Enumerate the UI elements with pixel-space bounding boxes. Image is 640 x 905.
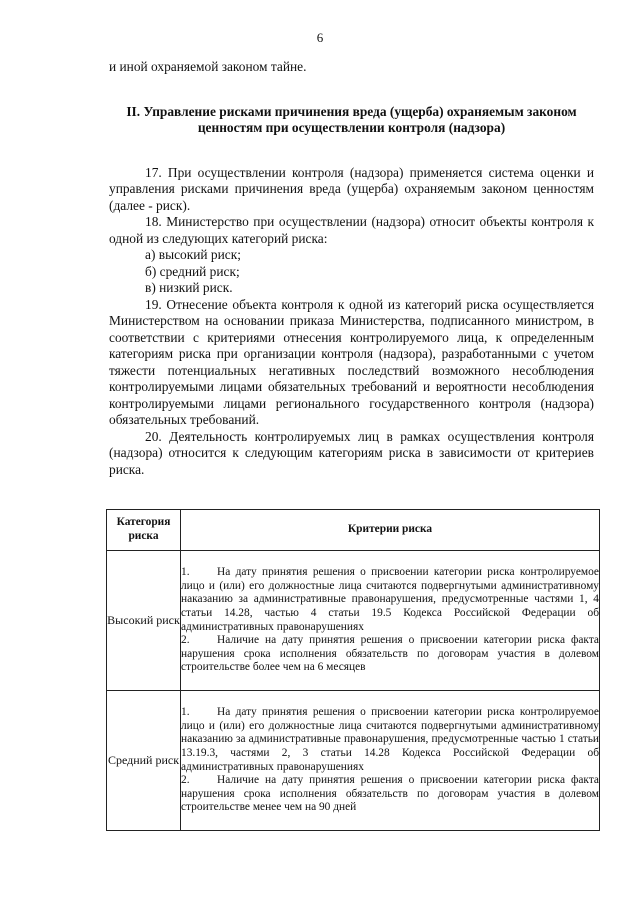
criterion-text: Наличие на дату принятия решения о присвоении категории риска факта нарушения срока исполнения обязательств по договорам участия в долевом строительстве менее чем на 90 дней <box>181 774 599 814</box>
criterion-item <box>181 774 599 815</box>
criteria-cell-medium <box>181 691 600 831</box>
table-header-row <box>107 510 600 551</box>
paragraph-18: 18. Министерство при осуществлении (надзора) относит объекты контроля к одной из следующих категорий риска: <box>109 214 594 246</box>
criterion-number: 1. <box>181 566 190 579</box>
criterion-item <box>181 566 599 634</box>
document-body <box>109 59 594 478</box>
risk-category-item: в) низкий риск. <box>145 280 233 295</box>
paragraph-19: 19. Отнесение объекта контроля к одной из категорий риска осуществляется Министерством на основании приказа Министерства, подписанного министром, в соответствии с критериями отнесения контролируемого лица, к определенным категориям риска при организации контроля (надзора), разработанными с учетом тяжести потенциальных негативных последствий возможного несоблюдения контролируемыми лицами обязательных требований и вероятности несоблюдения контролируемыми лицами регионального государственного контроля (надзора) обязательных требований. <box>109 296 594 427</box>
criterion-text: Наличие на дату принятия решения о присвоении категории риска факта нарушения срока исполнения обязательств по договорам участия в долевом строительстве более чем на 6 месяцев <box>181 634 599 674</box>
category-cell-high: Высокий риск <box>107 551 181 691</box>
table-row-medium-risk <box>107 691 600 831</box>
risk-category-item: а) высокий риск; <box>145 247 241 262</box>
criterion-number: 2. <box>181 634 190 647</box>
paragraph-17: 17. При осуществлении контроля (надзора) применяется система оценки и управления рисками причинения вреда (ущерба) охраняемым законом ценностям (далее - риск). <box>109 164 594 213</box>
page-number: 6 <box>316 30 324 45</box>
section-heading: II. Управление рисками причинения вреда (ущерба) охраняемым законом ценностям при осуществлении контроля (надзора) <box>126 103 577 135</box>
category-cell-medium: Средний риск <box>107 691 181 831</box>
risk-criteria-table <box>106 509 600 831</box>
lead-in-text: и иной охраняемой законом тайне. <box>109 59 307 74</box>
header-category: Категория риска <box>107 510 181 551</box>
criterion-number: 1. <box>181 706 190 719</box>
criterion-number: 2. <box>181 774 190 787</box>
criterion-text: На дату принятия решения о присвоении категории риска контролируемое лицо и (или) его должностные лица считаются подвергнутыми административному наказанию за административные правонарушения, предусмотренные частями 1, 4 статьи 14.28, частью 4 статьи 19.5 Кодекса Российской Федерации об административных правонарушениях <box>181 566 599 633</box>
paragraph-20: 20. Деятельность контролируемых лиц в рамках осуществления контроля (надзора) относится к следующим категориям риска в зависимости от критериев риска. <box>109 428 594 477</box>
risk-category-item: б) средний риск; <box>145 263 240 279</box>
header-criteria: Критерии риска <box>181 510 600 551</box>
criterion-text: На дату принятия решения о присвоении категории риска контролируемое лицо и (или) его должностные лица считаются подвергнутыми административному наказанию за административные правонарушения, предусмотренные частью 1 статьи 13.19.3, частями 2, 3 статьи 14.28 Кодекса Российской Федерации об административных правонарушениях <box>181 706 599 773</box>
table-row-high-risk <box>107 551 600 691</box>
criterion-item <box>181 706 599 774</box>
criterion-item <box>181 634 599 675</box>
criteria-cell-high <box>181 551 600 691</box>
